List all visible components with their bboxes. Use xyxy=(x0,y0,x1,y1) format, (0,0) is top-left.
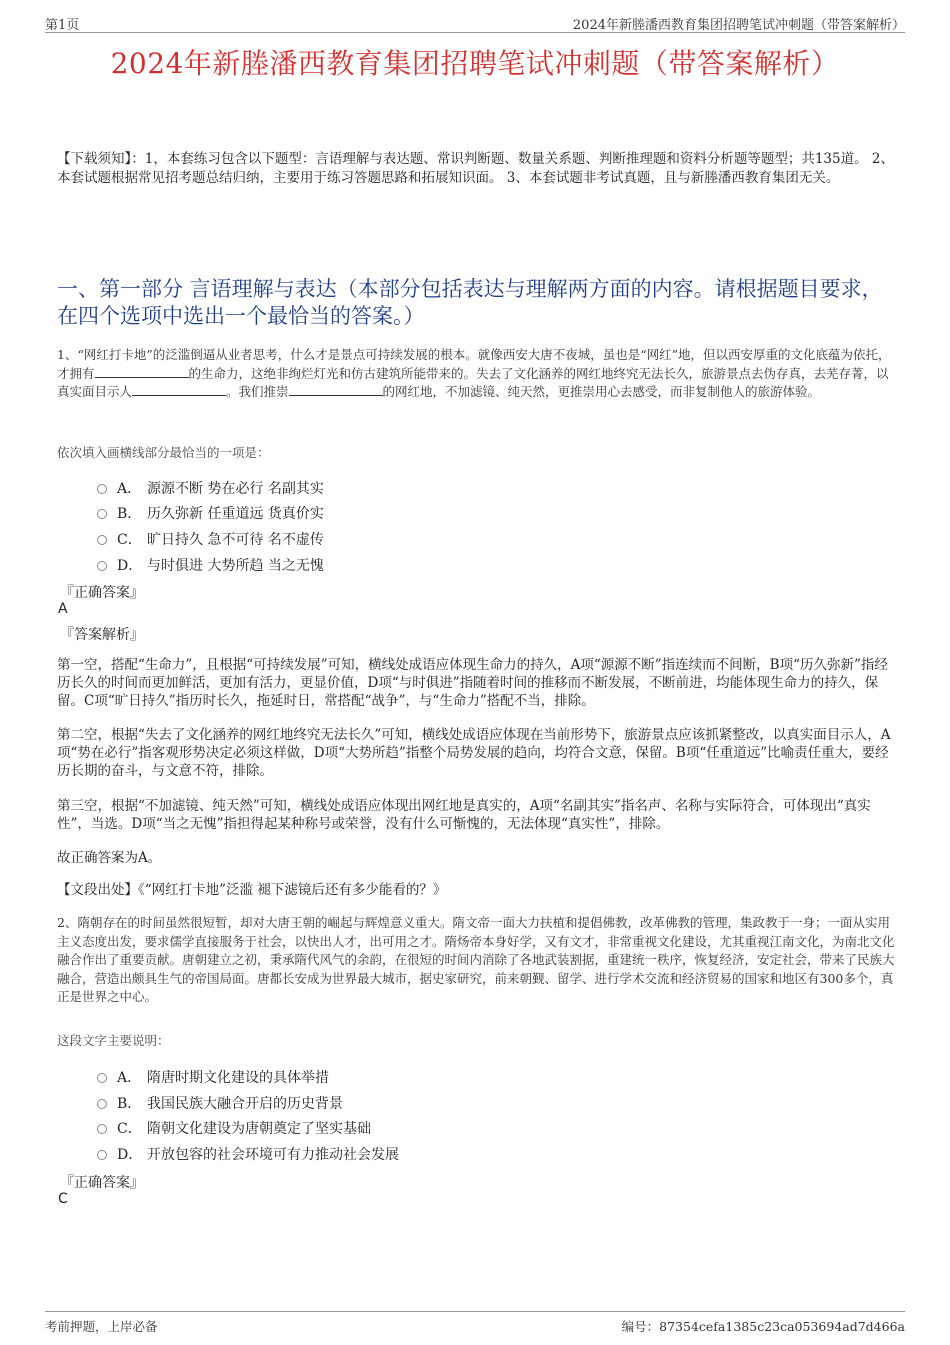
download-notice: 【下载须知】：1，本套练习包含以下题型：言语理解与表达题、常识判断题、数量关系题、判断推理题和资料分析题等题型；共135道。 2、本套试题根据常见招考题总结归纳，主要用于练习答题思路和拓展知识面。 3、本套试题非考试真题，且与新塍潘西教育集团无关。 xyxy=(57,151,894,186)
fill-blank-1 xyxy=(95,365,189,378)
q1-option-b[interactable]: B． 历久弥新 任重道远 货真价实 xyxy=(97,503,324,523)
radio-button-icon[interactable] xyxy=(97,509,107,519)
q1-analysis-para-1: 第一空，搭配“生命力”，且根据“可持续发展”可知，横线处成语应体现生命力的持久，A项“源源不断”指连续而不间断，B项“历久弥新”指经历长久的时间而更加鲜活，更加有活力，更显价值，D项“与时俱进”指随着时间的推移而不断发展，不断前进，均能体现生命力的持久，保留。C项“旷日持久”指历时长久，拖延时日，常搭配“战争”，与“生命力”搭配不当，排除。 xyxy=(57,657,888,709)
page-header xyxy=(45,10,905,33)
radio-button-icon[interactable] xyxy=(97,535,107,545)
document-title: 2024年新塍潘西教育集团招聘笔试冲刺题（带答案解析） xyxy=(110,47,840,80)
q1-analysis-para-3: 第三空，根据“不加滤镜、纯天然”可知，横线处成语应体现出网红地是真实的，A项“名副其实”指名声、名称与实际符合，可体现出“真实性”，当选。D项“当之无愧”指担得起某种称号或荣誉，没有什么可惭愧的，无法体现“真实性”，排除。 xyxy=(57,798,871,832)
radio-button-icon[interactable] xyxy=(97,1099,107,1109)
fill-blank-2 xyxy=(132,383,226,396)
q2-answer-label: 『正确答案』 xyxy=(60,1175,144,1191)
question-1-prompt: 依次填入画横线部分最恰当的一项是： xyxy=(57,445,270,460)
page-number: 第1页 xyxy=(45,18,80,33)
radio-button-icon[interactable] xyxy=(97,484,107,494)
question-2-prompt: 这段文字主要说明： xyxy=(57,1033,170,1048)
footer-slogan: 考前押题，上岸必备 xyxy=(45,1319,158,1334)
q1-option-c[interactable]: C． 旷日持久 急不可待 名不虚传 xyxy=(97,529,324,549)
q2-option-d[interactable]: D． 开放包容的社会环境可有力推动社会发展 xyxy=(97,1144,399,1164)
q2-option-b[interactable]: B． 我国民族大融合开启的历史背景 xyxy=(97,1093,343,1113)
radio-button-icon[interactable] xyxy=(97,1073,107,1083)
footer-serial-number: 编号：87354cefa1385c23ca053694ad7d466a xyxy=(621,1319,905,1334)
fill-blank-3 xyxy=(289,383,383,396)
q1-option-d[interactable]: D． 与时俱进 大势所趋 当之无愧 xyxy=(97,555,324,575)
q1-answer: A xyxy=(58,601,68,617)
q1-analysis-conclusion: 故正确答案为A。 xyxy=(57,850,162,866)
header-doc-title: 2024年新塍潘西教育集团招聘笔试冲刺题（带答案解析） xyxy=(572,18,905,33)
section-heading: 一、第一部分 言语理解与表达（本部分包括表达与理解两方面的内容。请根据题目要求，在四个选项中选出一个最恰当的答案。） xyxy=(57,277,883,328)
radio-button-icon[interactable] xyxy=(97,1124,107,1134)
q2-option-a[interactable]: A． 隋唐时期文化建设的具体举措 xyxy=(97,1067,329,1087)
q2-option-c[interactable]: C． 隋朝文化建设为唐朝奠定了坚实基础 xyxy=(97,1118,371,1138)
q2-answer: C xyxy=(58,1191,68,1207)
radio-button-icon[interactable] xyxy=(97,561,107,571)
q1-option-a[interactable]: A． 源源不断 势在必行 名副其实 xyxy=(97,478,324,498)
q1-source: 【文段出处】《“网红打卡地”泛滥 褪下滤镜后还有多少能看的？》 xyxy=(57,882,447,898)
radio-button-icon[interactable] xyxy=(97,1150,107,1160)
question-1-text: 1、“网红打卡地”的泛滥倒逼从业者思考，什么才是景点可持续发展的根本。就像西安大唐不夜城，虽也是“网红”地，但以西安厚重的文化底蕴为依托，才拥有 的生命力，这绝非绚烂灯光和仿古建筑所能带来的。失去了文化涵养的网红地终究无法长久，旅游景点去伪存真，去芜存菁，以真实面目示人 。我们推崇 的网红地，不加滤镜、纯天然，更推崇用心去感受，而非复制他人的旅游体验。 xyxy=(57,347,891,399)
q1-analysis-para-2: 第二空，根据“失去了文化涵养的网红地终究无法长久”可知，横线处成语应体现在当前形势下，旅游景点应该抓紧整改，以真实面目示人，A项“势在必行”指客观形势决定必须这样做，D项“大势所趋”指整个局势发展的趋向，均符合文意，保留。B项“任重道远”比喻责任重大，要经历长期的奋斗，与文意不符，排除。 xyxy=(57,727,891,779)
question-2-text: 2、隋朝存在的时间虽然很短暂，却对大唐王朝的崛起与辉煌意义重大。隋文帝一面大力扶植和提倡佛教，改革佛教的管理，集政教于一身；一面从实用主义态度出发，要求儒学直接服务于社会，以快出人才，出可用之才。隋炀帝本身好学，又有文才，非常重视文化建设，尤其重视江南文化，为南北文化融合作出了重要贡献。唐朝建立之初，秉承隋代风气的余韵，在很短的时间内消除了各地武装割据，重建统一秩序，恢复经济，安定社会，带来了民族大融合，营造出颇具生气的帝国局面。唐都长安成为世界最大城市，据史家研究，前来朝觐、留学、进行学术交流和经济贸易的国家和地区有300多个，真正是世界之中心。 xyxy=(57,915,895,1004)
q1-answer-label: 『正确答案』 xyxy=(60,585,144,601)
page-footer xyxy=(45,1311,905,1336)
q1-analysis-label: 『答案解析』 xyxy=(60,627,144,643)
